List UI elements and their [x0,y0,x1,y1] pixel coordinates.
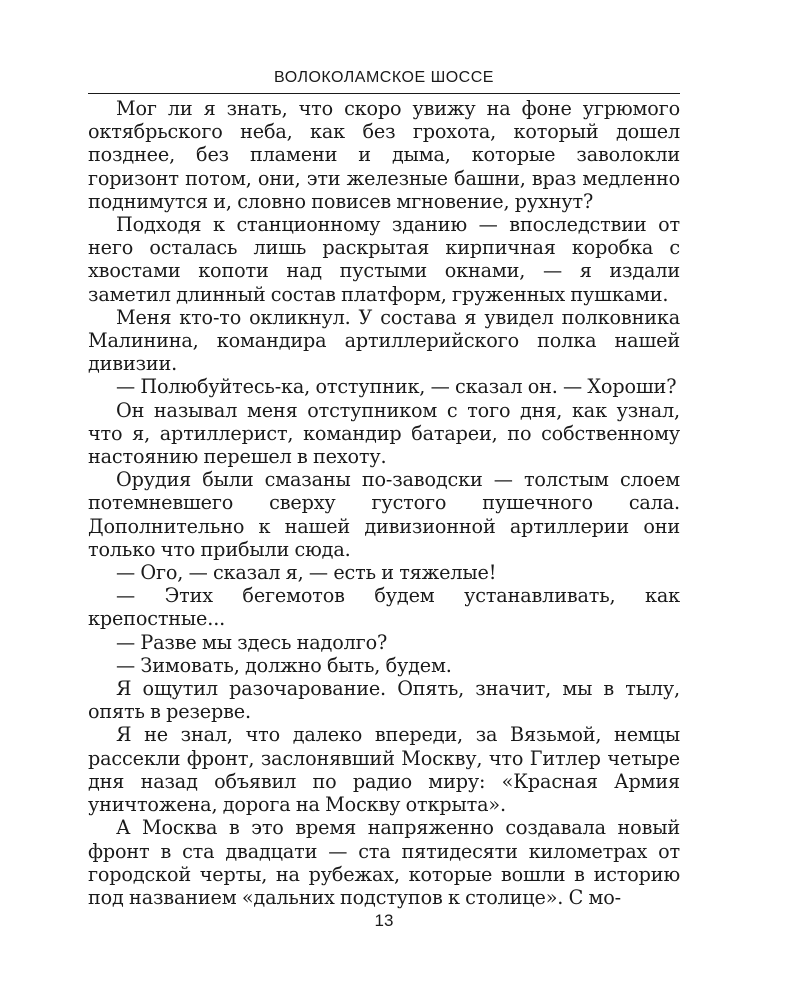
dialogue-line: — Разве мы здесь надолго? [116,630,388,654]
dialogue-line: — Полюбуйтесь-ка, отступник, — сказал он. — Хороши? [116,375,677,399]
paragraph: Он называл меня отступником с того дня, как узнал, что я, артиллерист, командир батареи, по собственному настоянию перешел в пехоту. [88,398,680,469]
paragraph: Подходя к станционному зданию — впоследствии от него осталась лишь раскрытая кирпичная коробка с хвостами копоти над пустыми окнами, — я издали заметил длинный состав платформ, груженных пушками. [88,213,680,306]
running-header: ВОЛОКОЛАМСКОЕ ШОССЕ [274,69,494,86]
page-number: 13 [374,911,394,930]
paragraph: Я ощутил разочарование. Опять, значит, мы в тылу, опять в резерве. [88,677,680,724]
paragraph: Орудия были смазаны по-заводски — толстым слоем потемневшего сверху густого пушечного сала. Дополнительно к нашей дивизионной артиллерии они только что прибыли сюда. [88,468,680,561]
dialogue-line: — Зимовать, должно быть, будем. [116,653,452,677]
dialogue-line: — Ого, — сказал я, — есть и тяжелые! [116,561,497,585]
header-rule [88,93,680,94]
paragraph: А Москва в это время напряженно создавала новый фронт в ста двадцати — ста пятидесяти километрах от городской черты, на рубежах, которые вошли в историю под названием «дальних подступов к столице». С мо- [88,816,680,909]
dialogue-line: — Этих бегемотов будем устанавливать, как крепостные... [88,584,680,631]
paragraph: Я не знал, что далеко впереди, за Вязьмой, немцы рассекли фронт, заслонявший Москву, что Гитлер четыре дня назад объявил по радио миру: «Красная Армия уничтожена, дорога на Москву открыта». [88,723,680,817]
paragraph: Мог ли я знать, что скоро увижу на фоне угрюмого октябрьского неба, как без грохота, который дошел позднее, без пламени и дыма, которые заволокли горизонт потом, они, эти железные башни, враз медленно поднимутся и, словно повисев мгновение, рухнут? [88,97,680,213]
paragraph: Меня кто-то окликнул. У состава я увидел полковника Малинина, командира артиллерийского полка нашей дивизии. [88,305,680,376]
body-text [88,97,680,909]
